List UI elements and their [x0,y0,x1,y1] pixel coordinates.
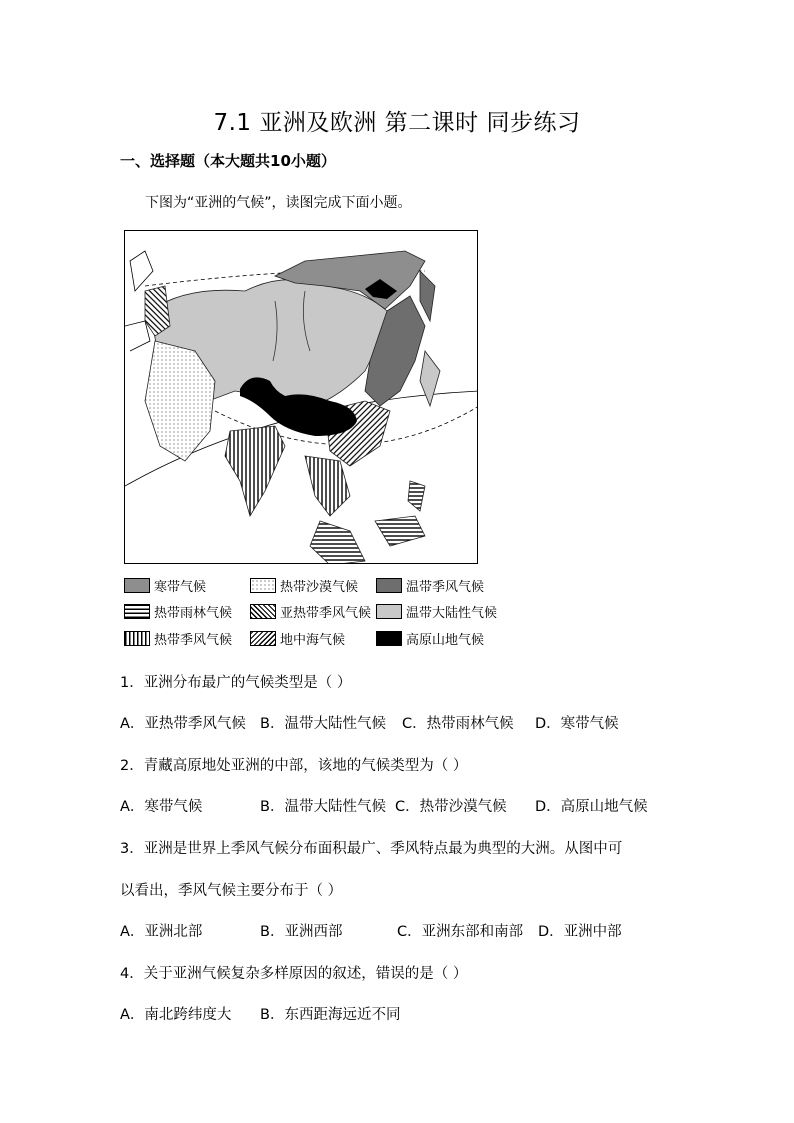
legend-label: 热带季风气候 [154,632,233,648]
question-4-stem: 4．关于亚洲气候复杂多样原因的叙述，错误的是（ ） [120,966,468,982]
question-2-option-d[interactable]: D．高原山地气候 [535,799,648,815]
legend-swatch [124,578,150,593]
legend-item-desert [250,576,358,594]
question-3-option-c[interactable]: C．亚洲东部和南部 [397,924,524,940]
legend-label: 热带沙漠气候 [280,579,359,595]
question-1-stem: 1．亚洲分布最广的气候类型是（ ） [120,675,352,691]
legend-swatch [376,578,402,593]
legend-swatch [124,631,150,646]
question-2-option-c[interactable]: C．热带沙漠气候 [395,799,507,815]
asia-climate-map [124,230,478,564]
legend-label: 亚热带季风气候 [280,605,372,621]
legend-item-temperate-monsoon [376,576,484,594]
legend-swatch [250,604,276,619]
legend-item-tropical-monsoon [124,629,232,647]
question-3-stem: 3．亚洲是世界上季风气候分布面积最广、季风特点最为典型的大洲。从图中可 [120,841,623,857]
question-3-option-b[interactable]: B．亚洲西部 [260,924,343,940]
legend-item-subtropical-monsoon [250,602,371,620]
legend-label: 热带雨林气候 [154,605,233,621]
legend-label: 寒带气候 [154,579,207,595]
legend-item-mediterranean [250,629,345,647]
question-3-option-a[interactable]: A．亚洲北部 [120,924,203,940]
legend-swatch [250,578,276,593]
question-2-option-a[interactable]: A．寒带气候 [120,799,203,815]
legend-item-rainforest [124,602,232,620]
legend-swatch [376,604,402,619]
asia-map-graphic [125,231,478,564]
legend-item-continental [376,602,497,620]
question-intro: 下图为“亚洲的气候”，读图完成下面小题。 [145,195,412,211]
page-title: 7.1 亚洲及欧洲 第二课时 同步练习 [213,110,581,136]
question-1-option-a[interactable]: A．亚热带季风气候 [120,716,246,732]
question-4-option-a[interactable]: A．南北跨纬度大 [120,1007,232,1023]
question-3-option-d[interactable]: D．亚洲中部 [538,924,622,940]
question-4-option-b[interactable]: B．东西距海远近不同 [260,1007,401,1023]
legend-label: 地中海气候 [280,632,346,648]
question-1-option-b[interactable]: B．温带大陆性气候 [260,716,386,732]
legend-label: 高原山地气候 [406,632,485,648]
legend-label: 温带大陆性气候 [406,605,498,621]
legend-item-cold [124,576,206,594]
legend-swatch [376,631,402,646]
legend-swatch [250,631,276,646]
section-heading: 一、选择题（本大题共10小题） [120,152,336,170]
legend-item-plateau [376,629,484,647]
question-2-stem: 2．青藏高原地处亚洲的中部，该地的气候类型为（ ） [120,758,468,774]
legend-label: 温带季风气候 [406,579,485,595]
question-1-option-c[interactable]: C．热带雨林气候 [402,716,514,732]
question-2-option-b[interactable]: B．温带大陆性气候 [260,799,386,815]
legend-swatch [124,604,150,619]
question-1-option-d[interactable]: D．寒带气候 [535,716,619,732]
question-3-stem-continued: 以看出，季风气候主要分布于（ ） [120,883,343,899]
